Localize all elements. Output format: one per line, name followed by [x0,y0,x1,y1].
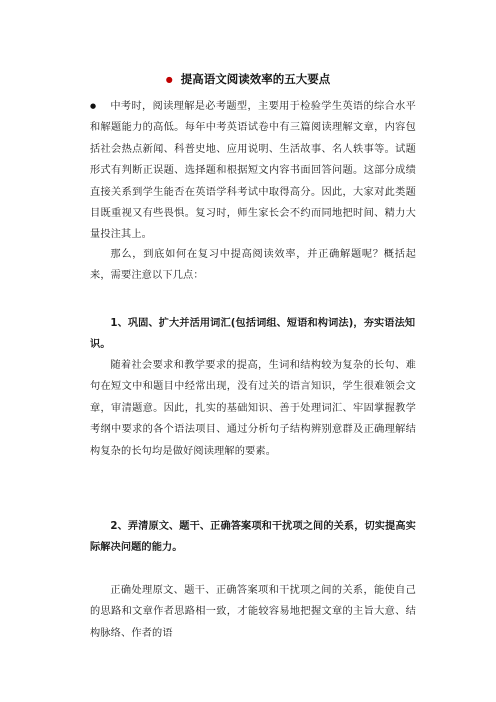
intro-paragraph [90,96,416,246]
intro-text: 中考时，阅读理解是必考题型，主要用于检验学生英语的综合水平和解题能力的高低。每年中考英语试卷中有三篇阅读理解文章，内容包括社会热点新闻、科普史地、应用说明、生活故事、名人轶事等。试题形式有判断正误题、选择题和根据短文内容书面回答问题。这部分成绩直接关系到学生能否在英语学科考试中取得高分。因此，大家对此类题目既重视又有些畏惧。复习时，师生家长会不约而同地把时间、精力大量投注其上。 [90,101,416,241]
document-title [0,71,496,89]
title-text: 提高语文阅读效率的五大要点 [180,72,331,86]
point1-body: 随着社会要求和教学要求的提高，生词和结构较为复杂的长句、难句在短文中和题目中经常出现，没有过关的语言知识，学生很难领会文章，审清题意。因此，扎实的基础知识、善于处理词汇、牢固掌握教学考纲中要求的各个语法项目、通过分析句子结构辨别意群及正确理解结构复杂的长句均是做好阅读理解的要素。 [90,360,416,457]
point1-heading: 1、巩固、扩大并活用词汇(包括词组、短语和构词法)，夯实语法知识。 [90,318,416,351]
question-paragraph: 那么，到底如何在复习中提高阅读效率，并正确解题呢？概括起来，需要注意以下几点： [90,249,416,282]
point2-body: 正确处理原文、题干、正确答案项和干扰项之间的关系，能使自己的思路和文章作者思路相一致，才能较容易地把握文章的主旨大意、结构脉络、作者的语 [90,585,416,639]
point2-heading: 2、弄清原文、题干、正确答案项和干扰项之间的关系，切实提高实际解决问题的能力。 [90,521,416,554]
title-bullet-icon: ● [165,75,173,84]
list-bullet-icon: ● [90,102,97,110]
